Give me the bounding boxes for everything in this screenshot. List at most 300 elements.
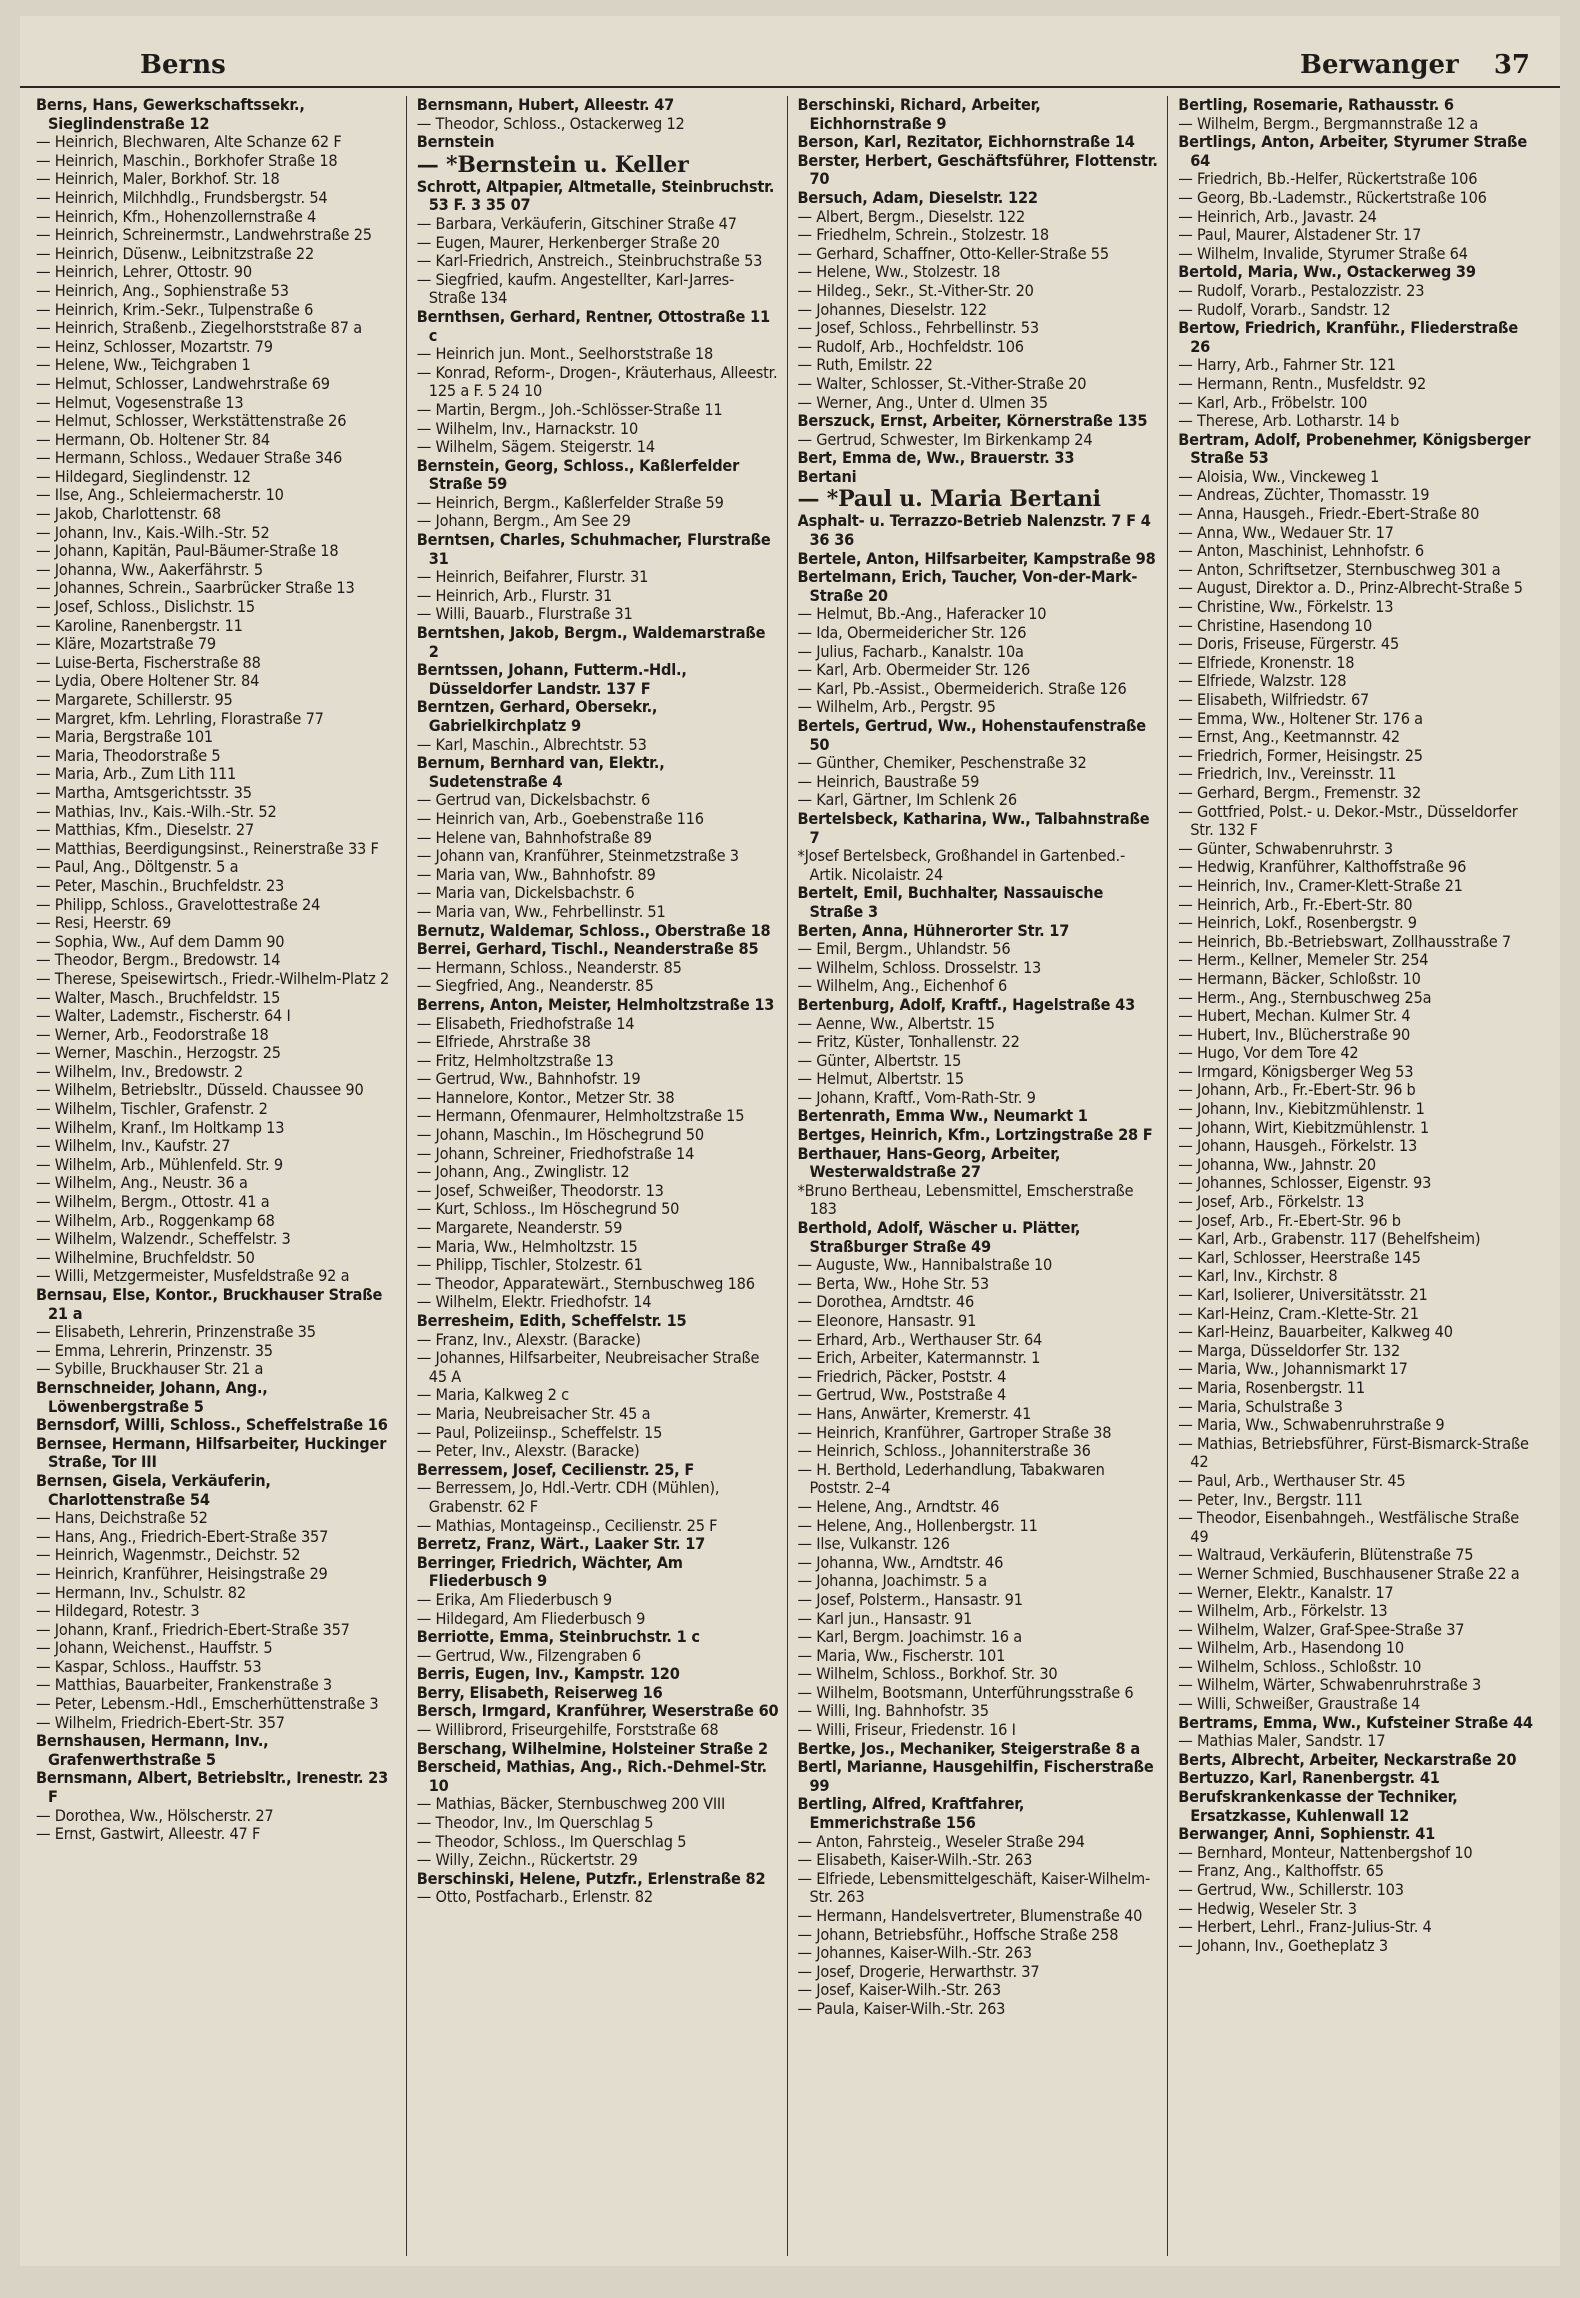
directory-entry: — Emma, Lehrerin, Prinzenstr. 35 <box>36 1340 273 1360</box>
directory-entry: — Gertrud, Schwester, Im Birkenkamp 24 <box>797 429 1093 449</box>
directory-entry: — Martha, Amtsgerichtsstr. 35 <box>36 782 252 802</box>
directory-entry: — Friedrich, Päcker, Poststr. 4 <box>797 1366 1007 1386</box>
directory-entry: — Theodor, Bergm., Bredowstr. 14 <box>36 950 281 970</box>
directory-entry: — *Paul u. Maria Bertani <box>797 486 1101 513</box>
directory-entry: — Karl, Isolierer, Universitätsstr. 21 <box>1178 1285 1428 1304</box>
directory-entry: — Johanna, Ww., Arndtstr. 46 <box>797 1552 1004 1572</box>
directory-entry: — Herbert, Lehrl., Franz-Julius-Str. 4 <box>1178 1917 1432 1937</box>
directory-page <box>20 16 1560 2266</box>
directory-entry: Bernshausen, Hermann, Inv., Grafenwerthstraße 5 <box>36 1731 269 1769</box>
directory-entry: — Wilhelm, Schloss., Borkhof. Str. 30 <box>797 1664 1058 1684</box>
directory-entry: — Wilhelm, Friedrich-Ebert-Str. 357 <box>36 1712 285 1732</box>
directory-entry: — Wilhelm, Schloss., Schloßstr. 10 <box>1178 1656 1422 1676</box>
directory-entry: — Lydia, Obere Holtener Str. 84 <box>36 671 260 691</box>
directory-entry: — Margret, kfm. Lehrling, Florastraße 77 <box>36 708 324 728</box>
directory-entry: — Karl, Schlosser, Heerstraße 145 <box>1178 1247 1421 1267</box>
directory-entry: — Wilhelm, Schloss. Drosselstr. 13 <box>797 957 1042 977</box>
directory-entry: — Franz, Inv., Alexstr. (Baracke) <box>416 1329 641 1349</box>
directory-entry: Bertelsbeck, Katharina, Ww., Talbahnstraße 7 <box>797 808 1150 847</box>
directory-entry: — Willy, Zeichn., Rückertstr. 29 <box>416 1850 638 1870</box>
directory-entry: Berufskrankenkasse der Techniker, Ersatzkasse, Kuhlenwall 12 <box>1178 1787 1458 1825</box>
directory-entry: — Johann, Hausgeh., Förkelstr. 13 <box>1178 1136 1418 1156</box>
directory-entry: — Karl, Arb. Obermeider Str. 126 <box>797 660 1031 680</box>
directory-entry: — Helmut, Vogesenstraße 13 <box>36 392 244 412</box>
directory-entry: — Johann, Kranf., Friedrich-Ebert-Straße 357 <box>36 1619 350 1639</box>
directory-entry: — Heinrich, Beifahrer, Flurstr. 31 <box>416 567 649 587</box>
directory-entry: — Günther, Chemiker, Peschenstraße 32 <box>797 753 1087 773</box>
directory-entry: — Josef, Schweißer, Theodorstr. 13 <box>416 1180 664 1200</box>
directory-entry: — Berressem, Jo, Hdl.-Vertr. CDH (Mühlen), Grabenstr. 62 F <box>416 1478 720 1516</box>
directory-entry: — Karl, Pb.-Assist., Obermeiderich. Straße 126 <box>797 678 1127 698</box>
directory-entry: — Philipp, Tischler, Stolzestr. 61 <box>416 1255 643 1275</box>
directory-entry: Berntssen, Johann, Futterm.-Hdl., Düsseldorfer Landstr. 137 F <box>416 660 687 698</box>
directory-entry: — Ida, Obermeidericher Str. 126 <box>797 623 1027 643</box>
directory-entry: — Josef, Arb., Fr.-Ebert-Str. 96 b <box>1178 1210 1401 1230</box>
directory-entry: — Matthias, Beerdigungsinst., Reinerstraße 33 F <box>36 838 379 858</box>
directory-entry: Bertelt, Emil, Buchhalter, Nassauische Straße 3 <box>797 883 1104 921</box>
directory-entry: — Karl jun., Hansastr. 91 <box>797 1608 973 1628</box>
directory-entry: — Matthias, Bauarbeiter, Frankenstraße 3 <box>36 1675 332 1695</box>
directory-entry: — Gertrud, Ww., Poststraße 4 <box>797 1385 1007 1405</box>
directory-entry: — Josef, Schloss., Fehrbellinstr. 53 <box>797 318 1039 338</box>
directory-entry: — Sybille, Bruckhauser Str. 21 a <box>36 1359 264 1379</box>
directory-entry: — Karl, Arb., Fröbelstr. 100 <box>1178 392 1368 412</box>
directory-entry: — Elisabeth, Kaiser-Wilh.-Str. 263 <box>797 1850 1033 1870</box>
directory-entry: Bernsen, Gisela, Verkäuferin, Charlottenstraße 54 <box>36 1470 271 1509</box>
directory-entry: — Hildegard, Am Fliederbusch 9 <box>416 1608 646 1628</box>
directory-entry: — Heinrich, Wagenmstr., Deichstr. 52 <box>36 1545 301 1565</box>
directory-entry: — Heinrich, Düsenw., Leibnitzstraße 22 <box>36 243 315 263</box>
directory-entry: — Ilse, Ang., Schleiermacherstr. 10 <box>36 485 284 505</box>
directory-entry: Bersch, Irmgard, Kranführer, Weserstraße 60 <box>416 1701 779 1721</box>
directory-entry: Bernthsen, Gerhard, Rentner, Ottostraße 11 c <box>416 306 770 345</box>
directory-entry: — Emma, Ww., Holtener Str. 176 a <box>1178 708 1423 728</box>
directory-entry: Berretz, Franz, Wärt., Laaker Str. 17 <box>416 1534 706 1554</box>
directory-entry: — Anton, Maschinist, Lehnhofstr. 6 <box>1178 541 1424 561</box>
directory-entry: — Erich, Arbeiter, Katermannstr. 1 <box>797 1348 1041 1368</box>
directory-entry: — Wilhelm, Arb., Roggenkamp 68 <box>36 1210 275 1230</box>
directory-columns <box>36 96 1548 2256</box>
directory-entry: — Willi, Bauarb., Flurstraße 31 <box>416 604 633 624</box>
directory-entry: — Mathias Maler, Sandstr. 17 <box>1178 1731 1386 1751</box>
directory-entry: Bersuch, Adam, Dieselstr. 122 <box>797 187 1038 207</box>
directory-entry: — Karl, Gärtner, Im Schlenk 26 <box>797 790 1017 810</box>
directory-entry: — Kläre, Mozartstraße 79 <box>36 634 216 654</box>
directory-entry: — Heinrich, Arb., Flurstr. 31 <box>416 585 613 605</box>
directory-entry: — Margarete, Schillerstr. 95 <box>36 690 233 709</box>
directory-entry: — Elfriede, Kronenstr. 18 <box>1178 652 1355 672</box>
header-right-word: Berwanger <box>1299 50 1459 80</box>
directory-entry: — Johann, Ang., Zwinglistr. 12 <box>416 1162 630 1182</box>
directory-entry: — Konrad, Reform-, Drogen-, Kräuterhaus, Alleestr. 125 a F. 5 24 10 <box>416 362 778 401</box>
directory-entry: — Aenne, Ww., Albertstr. 15 <box>797 1013 995 1033</box>
directory-entry: *Bruno Bertheau, Lebensmittel, Emscherstraße 183 <box>797 1180 1134 1219</box>
directory-entry: — Hans, Ang., Friedrich-Ebert-Straße 357 <box>36 1526 329 1546</box>
directory-entry: — Paul, Ang., Döltgenstr. 5 a <box>36 857 239 877</box>
directory-entry: Bertenburg, Adolf, Kraftf., Hagelstraße 43 <box>797 994 1136 1014</box>
directory-entry: — Friedhelm, Schrein., Stolzestr. 18 <box>797 225 1049 245</box>
header-left-word: Berns <box>140 50 226 80</box>
directory-entry: Berry, Elisabeth, Reiserweg 16 <box>416 1682 663 1702</box>
directory-entry: Berster, Herbert, Geschäftsführer, Flottenstr. 70 <box>797 150 1158 189</box>
directory-entry: — Peter, Inv., Bergstr. 111 <box>1178 1489 1363 1509</box>
directory-entry: — Johann, Kapitän, Paul-Bäumer-Straße 18 <box>36 541 339 561</box>
directory-entry: — Heinrich, Milchhdlg., Frundsbergstr. 54 <box>36 187 328 207</box>
directory-entry: — Ruth, Emilstr. 22 <box>797 355 933 375</box>
directory-entry: — Helmut, Bb.-Ang., Haferacker 10 <box>797 604 1047 624</box>
directory-entry: — Josef, Drogerie, Herwarthstr. 37 <box>797 1961 1040 1981</box>
directory-entry: — Johann, Maschin., Im Höschegrund 50 <box>416 1125 704 1145</box>
header-right <box>1274 50 1530 80</box>
directory-entry: — Helene, Ang., Hollenbergstr. 11 <box>797 1515 1038 1535</box>
directory-entry: — Johannes, Schlosser, Eigenstr. 93 <box>1178 1173 1432 1193</box>
directory-entry: — Anna, Hausgeh., Friedr.-Ebert-Straße 80 <box>1178 504 1480 524</box>
directory-entry: — Hermann, Inv., Schulstr. 82 <box>36 1582 246 1602</box>
directory-entry: — Resi, Heerstr. 69 <box>36 913 172 933</box>
directory-entry: Bertenrath, Emma Ww., Neumarkt 1 <box>797 1106 1088 1126</box>
directory-entry: Bernsdorf, Willi, Schloss., Scheffelstraße 16 <box>36 1415 388 1435</box>
directory-entry: — Johann, Inv., Kiebitzmühlenstr. 1 <box>1178 1099 1425 1119</box>
directory-entry: — Gerhard, Schaffner, Otto-Keller-Straße 55 <box>797 243 1109 263</box>
directory-entry: — Therese, Arb. Lotharstr. 14 b <box>1178 411 1400 431</box>
directory-entry: — Wilhelm, Wärter, Schwabenruhrstraße 3 <box>1178 1675 1482 1695</box>
directory-entry: — Herm., Ang., Sternbuschweg 25a <box>1178 987 1432 1007</box>
directory-entry: — Ernst, Ang., Keetmannstr. 42 <box>1178 727 1400 747</box>
directory-entry: — Maria, Bergstraße 101 <box>36 727 213 747</box>
directory-entry: Asphalt- u. Terrazzo-Betrieb Nalenzstr. 7 F 4 36 36 <box>797 511 1151 550</box>
directory-entry: — Maria van, Dickelsbachstr. 6 <box>416 883 635 903</box>
directory-entry: — Rudolf, Vorarb., Pestalozzistr. 23 <box>1178 280 1425 300</box>
directory-entry: — Christine, Hasendong 10 <box>1178 615 1373 635</box>
directory-entry: — Georg, Bb.-Lademstr., Rückertstraße 106 <box>1178 187 1487 207</box>
directory-entry: Berschinski, Helene, Putzfr., Erlenstraße 82 <box>416 1868 766 1888</box>
directory-entry: Berson, Karl, Rezitator, Eichhornstraße 14 <box>797 132 1135 152</box>
directory-entry: — Heinrich, Bb.-Betriebswart, Zollhausstraße 7 <box>1178 931 1511 951</box>
directory-entry: — Hermann, Schloss., Neanderstr. 85 <box>416 957 682 977</box>
directory-entry: — Karl-Heinz, Cram.-Klette-Str. 21 <box>1178 1303 1419 1323</box>
directory-entry: — Johann, Betriebsführ., Hoffsche Straße 258 <box>797 1924 1119 1944</box>
directory-entry: — Helene, Ww., Stolzestr. 18 <box>797 262 1001 282</box>
directory-entry: — Johann, Arb., Fr.-Ebert-Str. 96 b <box>1178 1080 1416 1100</box>
directory-entry: Bernsee, Hermann, Hilfsarbeiter, Huckinger Straße, Tor III <box>36 1433 387 1472</box>
directory-entry: — Eleonore, Hansastr. 91 <box>797 1311 977 1330</box>
directory-entry: — Maria, Ww., Helmholtzstr. 15 <box>416 1236 638 1256</box>
directory-entry: — Harry, Arb., Fahrner Str. 121 <box>1178 355 1396 375</box>
directory-entry: — Willi, Schweißer, Graustraße 14 <box>1178 1694 1421 1714</box>
directory-entry: Bertram, Adolf, Probenehmer, Königsberger Straße 53 <box>1178 429 1531 468</box>
directory-entry: — Heinrich, Schloss., Johanniterstraße 36 <box>797 1441 1091 1461</box>
directory-entry: — Franz, Ang., Kalthoffstr. 65 <box>1178 1861 1384 1881</box>
directory-entry: — Wilhelm, Inv., Bredowstr. 2 <box>36 1061 243 1081</box>
directory-entry: — Mathias, Inv., Kais.-Wilh.-Str. 52 <box>36 801 277 821</box>
directory-entry: — Johanna, Ww., Jahnstr. 20 <box>1178 1154 1376 1174</box>
directory-entry: — Heinrich, Maler, Borkhof. Str. 18 <box>36 169 280 189</box>
directory-entry: — Josef, Polsterm., Hansastr. 91 <box>797 1589 1023 1609</box>
directory-entry: — Günter, Albertstr. 15 <box>797 1050 962 1070</box>
directory-entry: — Friedrich, Former, Heisingstr. 25 <box>1178 745 1423 765</box>
directory-entry: — Walter, Masch., Bruchfeldstr. 15 <box>36 987 281 1007</box>
directory-entry: — Johann, Bergm., Am See 29 <box>416 511 631 531</box>
directory-entry: Bernschneider, Johann, Ang., Löwenbergstraße 5 <box>36 1377 268 1416</box>
directory-entry: — Emil, Bergm., Uhlandstr. 56 <box>797 939 1011 959</box>
directory-entry: — Theodor, Schloss., Im Querschlag 5 <box>416 1831 687 1851</box>
directory-entry: — Herm., Kellner, Memeler Str. 254 <box>1178 950 1429 970</box>
directory-entry: — Johannes, Dieselstr. 122 <box>797 299 987 319</box>
page-number: 37 <box>1493 50 1530 80</box>
directory-entry: — Hannelore, Kontor., Metzer Str. 38 <box>416 1087 675 1107</box>
column-2 <box>417 96 788 2256</box>
directory-entry: — Hans, Anwärter, Kremerstr. 41 <box>797 1403 1032 1423</box>
directory-entry: — Christine, Ww., Förkelstr. 13 <box>1178 597 1394 617</box>
directory-entry: — Karl, Inv., Kirchstr. 8 <box>1178 1266 1338 1286</box>
directory-entry: Berrei, Gerhard, Tischl., Neanderstraße 85 <box>416 939 759 959</box>
directory-entry: — Barbara, Verkäuferin, Gitschiner Straße 47 <box>416 213 737 233</box>
directory-entry: — Heinrich, Ang., Sophienstraße 53 <box>36 280 289 300</box>
directory-entry: — Elfriede, Ahrstraße 38 <box>416 1032 591 1052</box>
directory-entry: — Heinrich, Schreinermstr., Landwehrstraße 25 <box>36 225 372 245</box>
directory-entry: — Rudolf, Vorarb., Sandstr. 12 <box>1178 299 1391 319</box>
directory-entry: Bernstein <box>416 132 495 152</box>
directory-entry: Bernutz, Waldemar, Schloss., Oberstraße 18 <box>416 920 771 940</box>
directory-entry: — Walter, Lademstr., Fischerstr. 64 I <box>36 1006 291 1026</box>
directory-entry: Berschinski, Richard, Arbeiter, Eichhornstraße 9 <box>797 96 1041 133</box>
directory-entry: — Johanna, Joachimstr. 5 a <box>797 1571 987 1591</box>
directory-entry: — Heinrich, Lehrer, Ottostr. 90 <box>36 262 252 282</box>
directory-entry: — Gerhard, Bergm., Fremenstr. 32 <box>1178 782 1422 802</box>
directory-entry: — Margarete, Neanderstr. 59 <box>416 1218 623 1238</box>
directory-entry: Berscheid, Mathias, Ang., Rich.-Dehmel-Str. 10 <box>416 1757 767 1795</box>
directory-entry: — Maria, Arb., Zum Lith 111 <box>36 764 237 784</box>
directory-entry: Berns, Hans, Gewerkschaftssekr., Sieglindenstraße 12 <box>36 96 305 133</box>
directory-entry: — Karl, Arb., Grabenstr. 117 (Behelfsheim) <box>1178 1229 1481 1249</box>
directory-entry: — Hildegard, Rotestr. 3 <box>36 1601 200 1621</box>
directory-entry: Bertow, Friedrich, Kranführ., Fliederstraße 26 <box>1178 318 1519 356</box>
directory-entry: — Gertrud, Ww., Filzengraben 6 <box>416 1645 641 1665</box>
directory-entry: — Hermann, Ob. Holtener Str. 84 <box>36 429 270 449</box>
directory-entry: — Wilhelm, Elektr. Friedhofstr. 14 <box>416 1292 652 1312</box>
directory-entry: — Theodor, Inv., Im Querschlag 5 <box>416 1813 654 1833</box>
directory-entry: — Wilhelm, Walzer, Graf-Spee-Straße 37 <box>1178 1619 1465 1639</box>
directory-entry: Bertani <box>797 466 857 486</box>
directory-entry: — Paula, Kaiser-Wilh.-Str. 263 <box>797 1998 1006 2018</box>
directory-entry: — Werner, Elektr., Kanalstr. 17 <box>1178 1582 1394 1602</box>
directory-entry: — Wilhelm, Arb., Hasendong 10 <box>1178 1638 1404 1658</box>
directory-entry: — Wilhelm, Sägem. Steigerstr. 14 <box>416 437 655 457</box>
directory-entry: — Theodor, Schloss., Ostackerweg 12 <box>416 113 685 133</box>
directory-entry: — Willibrord, Friseurgehilfe, Forststraße 68 <box>416 1720 719 1740</box>
directory-entry: — Kaspar, Schloss., Hauffstr. 53 <box>36 1656 262 1676</box>
directory-entry: — Wilhelm, Betriebsltr., Düsseld. Chaussee 90 <box>36 1080 364 1100</box>
directory-entry: — Wilhelm, Inv., Kaufstr. 27 <box>36 1136 231 1156</box>
directory-entry: — Maria, Ww., Fischerstr. 101 <box>797 1645 1006 1665</box>
directory-entry: — Peter, Maschin., Bruchfeldstr. 23 <box>36 875 285 895</box>
directory-entry: — Hermann, Handelsvertreter, Blumenstraße 40 <box>797 1906 1143 1925</box>
directory-entry: — Heinz, Schlosser, Mozartstr. 79 <box>36 336 273 356</box>
directory-entry: — Theodor, Eisenbahngeh., Westfälische Straße 49 <box>1178 1508 1520 1546</box>
directory-entry: — Johanna, Ww., Aakerfährstr. 5 <box>36 559 263 579</box>
directory-entry: Berntshen, Jakob, Bergm., Waldemarstraße 2 <box>416 623 766 661</box>
directory-entry: — Hermann, Ofenmaurer, Helmholtzstraße 15 <box>416 1106 745 1126</box>
directory-entry: Berntsen, Charles, Schuhmacher, Flurstraße 31 <box>416 530 771 568</box>
directory-entry: — Elfriede, Lebensmittelgeschäft, Kaiser-Wilhelm-Str. 263 <box>797 1868 1151 1907</box>
directory-entry: — Friedrich, Bb.-Helfer, Rückertstraße 106 <box>1178 169 1478 189</box>
directory-entry: — *Bernstein u. Keller <box>416 151 689 178</box>
directory-entry: — Irmgard, Königsberger Weg 53 <box>1178 1061 1414 1081</box>
directory-entry: — Anna, Ww., Wedauer Str. 17 <box>1178 522 1394 542</box>
directory-entry: — Maria, Ww., Johannismarkt 17 <box>1178 1359 1408 1379</box>
directory-entry: — Heinrich, Baustraße 59 <box>797 771 980 791</box>
directory-entry: — Auguste, Ww., Hannibalstraße 10 <box>797 1255 1053 1275</box>
directory-entry: — Siegfried, kaufm. Angestellter, Karl-Jarres-Straße 134 <box>416 269 735 308</box>
directory-entry: — Wilhelm, Walzendr., Scheffelstr. 3 <box>36 1229 291 1249</box>
directory-entry: — Karl, Maschin., Albrechtstr. 53 <box>416 734 647 754</box>
directory-entry: Berris, Eugen, Inv., Kampstr. 120 <box>416 1664 680 1684</box>
directory-entry: — Aloisia, Ww., Vinckeweg 1 <box>1178 466 1380 486</box>
directory-entry: Berresheim, Edith, Scheffelstr. 15 <box>416 1311 687 1330</box>
directory-entry: Bertges, Heinrich, Kfm., Lortzingstraße 28 F <box>797 1125 1153 1145</box>
directory-entry: — Heinrich, Kfm., Hohenzollernstraße 4 <box>36 206 317 226</box>
directory-entry: — Peter, Inv., Alexstr. (Baracke) <box>416 1441 640 1461</box>
directory-entry: Bernstein, Georg, Schloss., Kaßlerfelder Straße 59 <box>416 455 740 494</box>
directory-entry: — Maria van, Ww., Bahnhofstr. 89 <box>416 864 656 884</box>
directory-entry: Schrott, Altpapier, Altmetalle, Steinbruchstr. 53 F. 3 35 07 <box>416 176 775 215</box>
directory-entry: — Wilhelm, Ang., Neustr. 36 a <box>36 1173 248 1193</box>
directory-entry: — Theodor, Apparatewärt., Sternbuschweg 186 <box>416 1273 755 1293</box>
directory-entry: — Luise-Berta, Fischerstraße 88 <box>36 652 261 672</box>
directory-entry: — Maria, Neubreisacher Str. 45 a <box>416 1403 651 1423</box>
directory-entry: Bertelmann, Erich, Taucher, Von-der-Mark-Straße 20 <box>797 567 1138 605</box>
directory-entry: — Johannes, Schrein., Saarbrücker Straße 13 <box>36 578 355 598</box>
directory-entry: — Maria, Rosenbergstr. 11 <box>1178 1377 1365 1397</box>
directory-entry: Bertling, Rosemarie, Rathausstr. 6 <box>1178 96 1454 114</box>
directory-entry: Bertl, Marianne, Hausgehilfin, Fischerstraße 99 <box>797 1757 1154 1795</box>
directory-entry: — Paul, Maurer, Alstadener Str. 17 <box>1178 225 1422 245</box>
directory-entry: — Heinrich, Bergm., Kaßlerfelder Straße 59 <box>416 492 724 512</box>
directory-entry: — Wilhelm, Bootsmann, Unterführungsstraße 6 <box>797 1682 1134 1702</box>
directory-entry: Berwanger, Anni, Sophienstr. 41 <box>1178 1824 1436 1844</box>
directory-entry: — Gottfried, Polst.- u. Dekor.-Mstr., Düsseldorfer Str. 132 F <box>1178 801 1518 840</box>
directory-entry: — Albert, Bergm., Dieselstr. 122 <box>797 206 1026 226</box>
directory-entry: Berrens, Anton, Meister, Helmholtzstraße 13 <box>416 994 775 1014</box>
directory-entry: — Heinrich, Inv., Cramer-Klett-Straße 21 <box>1178 875 1463 895</box>
directory-entry: — Gertrud van, Dickelsbachstr. 6 <box>416 790 651 810</box>
directory-entry: — Johannes, Hilfsarbeiter, Neubreisacher Straße 45 A <box>416 1348 760 1386</box>
directory-entry: Bertels, Gertrud, Ww., Hohenstaufenstraße 50 <box>797 716 1146 754</box>
directory-entry: Berriotte, Emma, Steinbruchstr. 1 c <box>416 1627 700 1647</box>
directory-entry: Bertke, Jos., Mechaniker, Steigerstraße 8 a <box>797 1738 1140 1758</box>
column-4 <box>1178 96 1548 2256</box>
directory-entry: — Paul, Arb., Werthauser Str. 45 <box>1178 1470 1406 1490</box>
directory-entry: Berschang, Wilhelmine, Holsteiner Straße 2 <box>416 1738 768 1758</box>
directory-entry: Bertold, Maria, Ww., Ostackerweg 39 <box>1178 262 1476 282</box>
directory-entry: — Josef, Arb., Förkelstr. 13 <box>1178 1192 1365 1212</box>
directory-entry: — Helene, Ang., Arndtstr. 46 <box>797 1496 1000 1516</box>
directory-entry: — Mathias, Bäcker, Sternbuschweg 200 VIII <box>416 1794 726 1814</box>
directory-entry: — Hedwig, Weseler Str. 3 <box>1178 1898 1357 1918</box>
directory-entry: — Hermann, Rentn., Musfeldstr. 92 <box>1178 373 1427 393</box>
directory-entry: — Hildeg., Sekr., St.-Vither-Str. 20 <box>797 280 1034 300</box>
directory-entry: — Hans, Deichstraße 52 <box>36 1508 208 1528</box>
directory-entry: — Willi, Metzgermeister, Musfeldstraße 92 a <box>36 1266 350 1286</box>
directory-entry: — Johann, Inv., Goetheplatz 3 <box>1178 1935 1388 1955</box>
directory-entry: — Rudolf, Arb., Hochfeldstr. 106 <box>797 336 1024 356</box>
directory-entry: — Marga, Düsseldorfer Str. 132 <box>1178 1340 1401 1360</box>
directory-entry: — H. Berthold, Lederhandlung, Tabakwaren Poststr. 2–4 <box>797 1459 1105 1498</box>
directory-entry: — Doris, Friseuse, Fürgerstr. 45 <box>1178 634 1400 654</box>
directory-entry: — Helmut, Albertstr. 15 <box>797 1069 964 1089</box>
directory-entry: — Johann, Kraftf., Vom-Rath-Str. 9 <box>797 1087 1036 1107</box>
directory-entry: — Günter, Schwabenruhrstr. 3 <box>1178 838 1393 858</box>
directory-entry: Berszuck, Ernst, Arbeiter, Körnerstraße 135 <box>797 411 1148 431</box>
directory-entry: Bertrams, Emma, Ww., Kufsteiner Straße 44 <box>1178 1712 1533 1732</box>
directory-entry: Berressem, Josef, Cecilienstr. 25, F <box>416 1459 695 1479</box>
directory-entry: Berthold, Adolf, Wäscher u. Plätter, Straßburger Straße 49 <box>797 1218 1081 1256</box>
directory-entry: — Wilhelm, Arb., Förkelstr. 13 <box>1178 1601 1388 1621</box>
directory-entry: — Wilhelm, Kranf., Im Holtkamp 13 <box>36 1117 285 1137</box>
directory-entry: — Anton, Schriftsetzer, Sternbuschweg 301 a <box>1178 559 1501 579</box>
directory-entry: — Mathias, Betriebsführer, Fürst-Bismarck-Straße 42 <box>1178 1433 1529 1472</box>
directory-entry: — Wilhelm, Bergm., Bergmannstraße 12 a <box>1178 113 1479 133</box>
directory-entry: — Johann, Wirt, Kiebitzmühlenstr. 1 <box>1178 1117 1429 1137</box>
directory-entry: — Philipp, Schloss., Gravelottestraße 24 <box>36 894 321 914</box>
directory-entry: — Erhard, Arb., Werthauser Str. 64 <box>797 1329 1043 1349</box>
directory-entry: — Wilhelm, Arb., Pergstr. 95 <box>797 697 996 717</box>
directory-entry: — Berta, Ww., Hohe Str. 53 <box>797 1273 989 1293</box>
directory-entry: — Wilhelmine, Bruchfeldstr. 50 <box>36 1247 255 1267</box>
directory-entry: — Mathias, Montageinsp., Cecilienstr. 25 F <box>416 1515 718 1535</box>
directory-entry: Berten, Anna, Hühnerorter Str. 17 <box>797 920 1070 940</box>
directory-entry: — Gertrud, Ww., Bahnhofstr. 19 <box>416 1069 641 1089</box>
directory-entry: — Willi, Ing. Bahnhofstr. 35 <box>797 1701 989 1721</box>
directory-entry: — Heinrich, Lokf., Rosenbergstr. 9 <box>1178 913 1417 933</box>
directory-entry: — Hubert, Inv., Blücherstraße 90 <box>1178 1024 1411 1044</box>
directory-entry: — Matthias, Kfm., Dieselstr. 27 <box>36 820 255 840</box>
directory-entry: *Josef Bertelsbeck, Großhandel in Gartenbed.-Artik. Nicolaistr. 24 <box>797 846 1126 884</box>
directory-entry: Bert, Emma de, Ww., Brauerstr. 33 <box>797 448 1075 468</box>
directory-entry: — Sophia, Ww., Auf dem Damm 90 <box>36 931 285 951</box>
directory-entry: — Fritz, Helmholtzstraße 13 <box>416 1050 614 1070</box>
directory-entry: — Siegfried, Ang., Neanderstr. 85 <box>416 976 654 996</box>
directory-entry: Bernsmann, Albert, Betriebsltr., Irenestr. 23 F <box>36 1768 389 1807</box>
directory-entry: — Fritz, Küster, Tonhallenstr. 22 <box>797 1032 1020 1052</box>
directory-entry: — Maria, Ww., Schwabenruhrstraße 9 <box>1178 1415 1445 1435</box>
directory-entry: Bertuzzo, Karl, Ranenbergstr. 41 <box>1178 1768 1440 1788</box>
directory-entry: — Heinrich, Blechwaren, Alte Schanze 62 F <box>36 132 342 152</box>
directory-entry: — Maria, Kalkweg 2 c <box>416 1385 569 1405</box>
directory-entry: — Walter, Schlosser, St.-Vither-Straße 20 <box>797 373 1087 393</box>
directory-entry: — Hermann, Bäcker, Schloßstr. 10 <box>1178 968 1421 988</box>
directory-entry: — Helmut, Schlosser, Werkstättenstraße 26 <box>36 411 347 431</box>
directory-entry: — Otto, Postfacharb., Erlenstr. 82 <box>416 1887 653 1907</box>
directory-entry: — Julius, Facharb., Kanalstr. 10a <box>797 641 1024 661</box>
directory-entry: — Heinrich van, Arb., Goebenstraße 116 <box>416 808 704 828</box>
directory-entry: — Maria, Theodorstraße 5 <box>36 745 221 765</box>
directory-entry: — Wilhelm, Inv., Harnackstr. 10 <box>416 418 639 438</box>
directory-entry: — Wilhelm, Ang., Eichenhof 6 <box>797 976 1008 996</box>
directory-entry: — Hugo, Vor dem Tore 42 <box>1178 1043 1359 1063</box>
directory-entry: — Johann, Weichenst., Hauffstr. 5 <box>36 1638 273 1658</box>
directory-entry: — Werner Schmied, Buschhausener Straße 22 a <box>1178 1563 1520 1583</box>
directory-entry: — Karl, Bergm. Joachimstr. 16 a <box>797 1627 1023 1647</box>
directory-entry: — Hermann, Schloss., Wedauer Straße 346 <box>36 448 343 468</box>
directory-entry: — Heinrich, Krim.-Sekr., Tulpenstraße 6 <box>36 299 314 319</box>
directory-entry: Bernum, Bernhard van, Elektr., Sudetenstraße 4 <box>416 753 665 791</box>
directory-entry: — Werner, Arb., Feodorstraße 18 <box>36 1024 269 1044</box>
directory-entry: — Heinrich, Kranführer, Gartroper Straße 38 <box>797 1422 1112 1442</box>
directory-entry: — Helmut, Schlosser, Landwehrstraße 69 <box>36 373 330 393</box>
directory-entry: — Ernst, Gastwirt, Alleestr. 47 F <box>36 1824 261 1844</box>
directory-entry: — Johannes, Kaiser-Wilh.-Str. 263 <box>797 1943 1032 1963</box>
